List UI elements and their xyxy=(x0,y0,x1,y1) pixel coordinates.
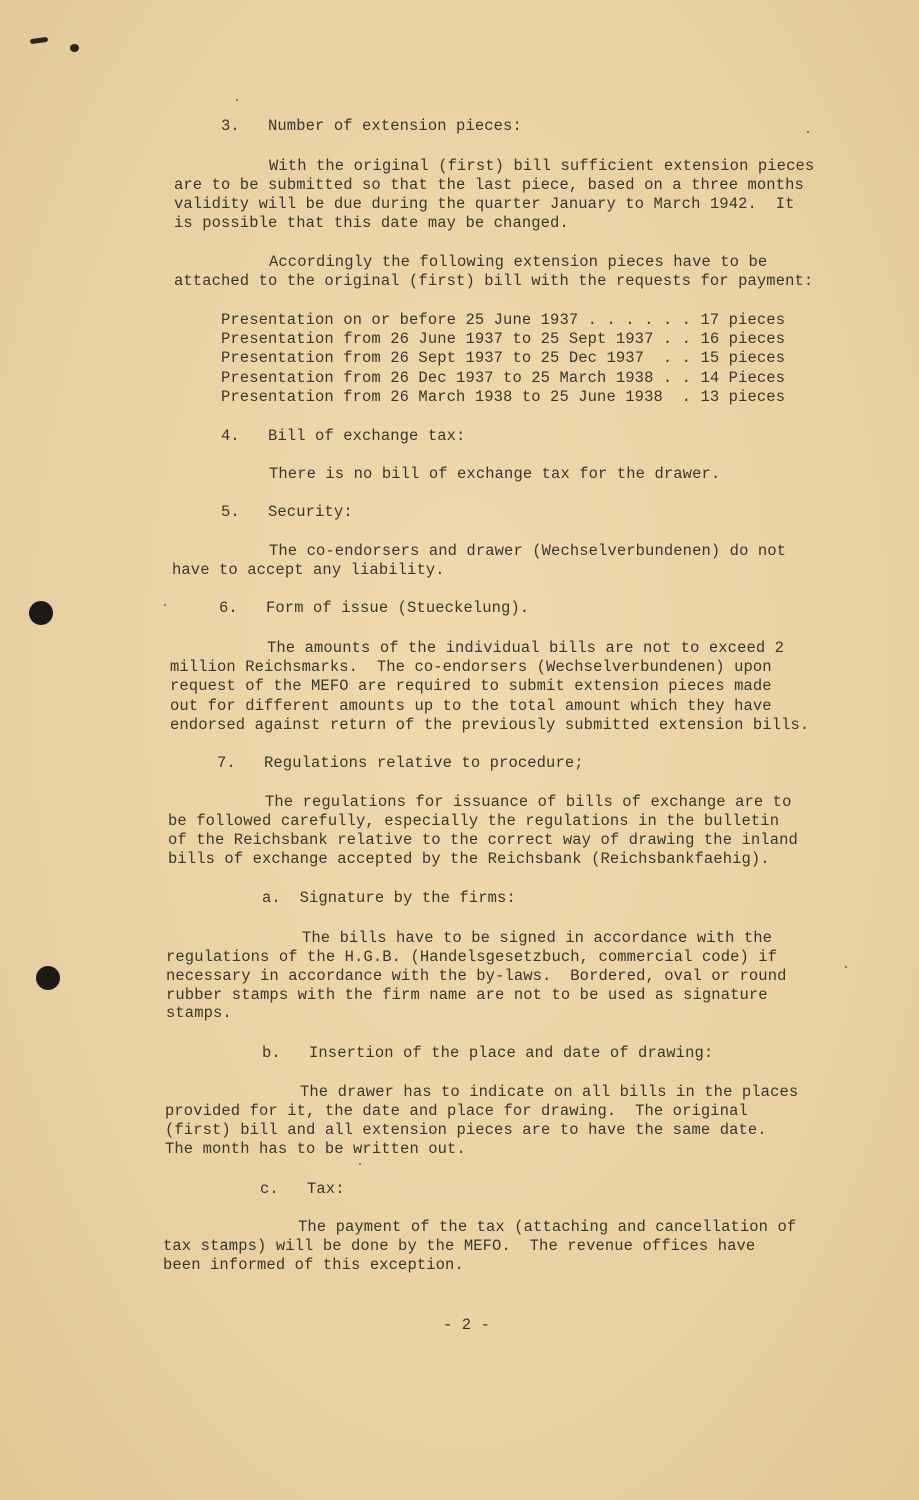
paragraph-line: of the Reichsbank relative to the correct way of drawing the inland xyxy=(168,831,798,849)
paragraph-line: stamps. xyxy=(166,1004,232,1022)
paragraph-line: The amounts of the individual bills are not to exceed 2 xyxy=(267,639,785,657)
paragraph-line: necessary in accordance with the by-laws. Bordered, oval or round xyxy=(166,967,787,985)
paragraph-line: provided for it, the date and place for drawing. The original xyxy=(165,1102,748,1120)
paragraph-line: The drawer has to indicate on all bills in the places xyxy=(300,1083,799,1101)
section-3-heading: 3. Number of extension pieces: xyxy=(221,117,522,135)
paragraph-line: are to be submitted so that the last piece, based on a three months xyxy=(174,176,804,194)
paper-speck xyxy=(236,99,238,101)
staple-mark xyxy=(30,37,49,44)
staple-mark-dot xyxy=(70,44,79,52)
paragraph-line: The regulations for issuance of bills of exchange are to xyxy=(265,793,792,811)
paper-speck xyxy=(164,604,166,606)
paper-speck xyxy=(359,1163,361,1165)
section-4-heading: 4. Bill of exchange tax: xyxy=(221,427,466,445)
paragraph-line: be followed carefully, especially the regulations in the bulletin xyxy=(168,812,780,830)
paragraph-line: The bills have to be signed in accordance with the xyxy=(302,929,773,947)
paragraph-line: (first) bill and all extension pieces are to have the same date. xyxy=(165,1121,767,1139)
paper-speck xyxy=(807,131,809,133)
paragraph-line: endorsed against return of the previously submitted extension bills. xyxy=(170,716,810,734)
paragraph-line: validity will be due during the quarter January to March 1942. It xyxy=(174,195,795,213)
paragraph-line: million Reichsmarks. The co-endorsers (Wechselverbundenen) upon xyxy=(170,658,772,676)
schedule-row: Presentation from 26 March 1938 to 25 June 1938 . 13 pieces xyxy=(221,388,786,406)
paragraph-line: With the original (first) bill sufficient extension pieces xyxy=(269,157,815,175)
subsection-a-heading: a. Signature by the firms: xyxy=(262,889,516,907)
section-6-heading: 6. Form of issue (Stueckelung). xyxy=(219,599,530,617)
paragraph-line: attached to the original (first) bill with the requests for payment: xyxy=(174,272,814,290)
page-number: - 2 - xyxy=(443,1316,491,1334)
paragraph-line: been informed of this exception. xyxy=(163,1256,464,1274)
section-5-heading: 5. Security: xyxy=(221,503,353,521)
paragraph-line: have to accept any liability. xyxy=(172,561,445,579)
paragraph-line: Accordingly the following extension pieces have to be xyxy=(269,253,768,271)
punch-hole-bottom xyxy=(36,966,60,990)
paragraph-line: is possible that this date may be changed. xyxy=(174,214,569,232)
paragraph-line: The payment of the tax (attaching and cancellation of xyxy=(298,1218,797,1236)
paragraph-line: regulations of the H.G.B. (Handelsgesetzbuch, commercial code) if xyxy=(166,948,778,966)
paragraph-line: There is no bill of exchange tax for the drawer. xyxy=(269,465,721,483)
paragraph-line: The month has to be written out. xyxy=(165,1140,466,1158)
paper-speck xyxy=(845,966,847,968)
subsection-c-heading: c. Tax: xyxy=(260,1180,345,1198)
schedule-row: Presentation from 26 Sept 1937 to 25 Dec 1937 . . 15 pieces xyxy=(221,349,786,367)
paragraph-line: bills of exchange accepted by the Reichsbank (Reichsbankfaehig). xyxy=(168,850,770,868)
punch-hole-top xyxy=(29,601,53,625)
schedule-row: Presentation on or before 25 June 1937 . . . . . . 17 pieces xyxy=(221,311,786,329)
paragraph-line: rubber stamps with the firm name are not to be used as signature xyxy=(166,986,768,1004)
paragraph-line: out for different amounts up to the total amount which they have xyxy=(170,697,772,715)
subsection-b-heading: b. Insertion of the place and date of drawing: xyxy=(262,1044,714,1062)
schedule-row: Presentation from 26 June 1937 to 25 Sept 1937 . . 16 pieces xyxy=(221,330,786,348)
paragraph-line: request of the MEFO are required to submit extension pieces made xyxy=(170,677,772,695)
section-7-heading: 7. Regulations relative to procedure; xyxy=(217,754,584,772)
paragraph-line: The co-endorsers and drawer (Wechselverbundenen) do not xyxy=(269,542,787,560)
schedule-row: Presentation from 26 Dec 1937 to 25 March 1938 . . 14 Pieces xyxy=(221,369,786,387)
paragraph-line: tax stamps) will be done by the MEFO. The revenue offices have xyxy=(163,1237,756,1255)
